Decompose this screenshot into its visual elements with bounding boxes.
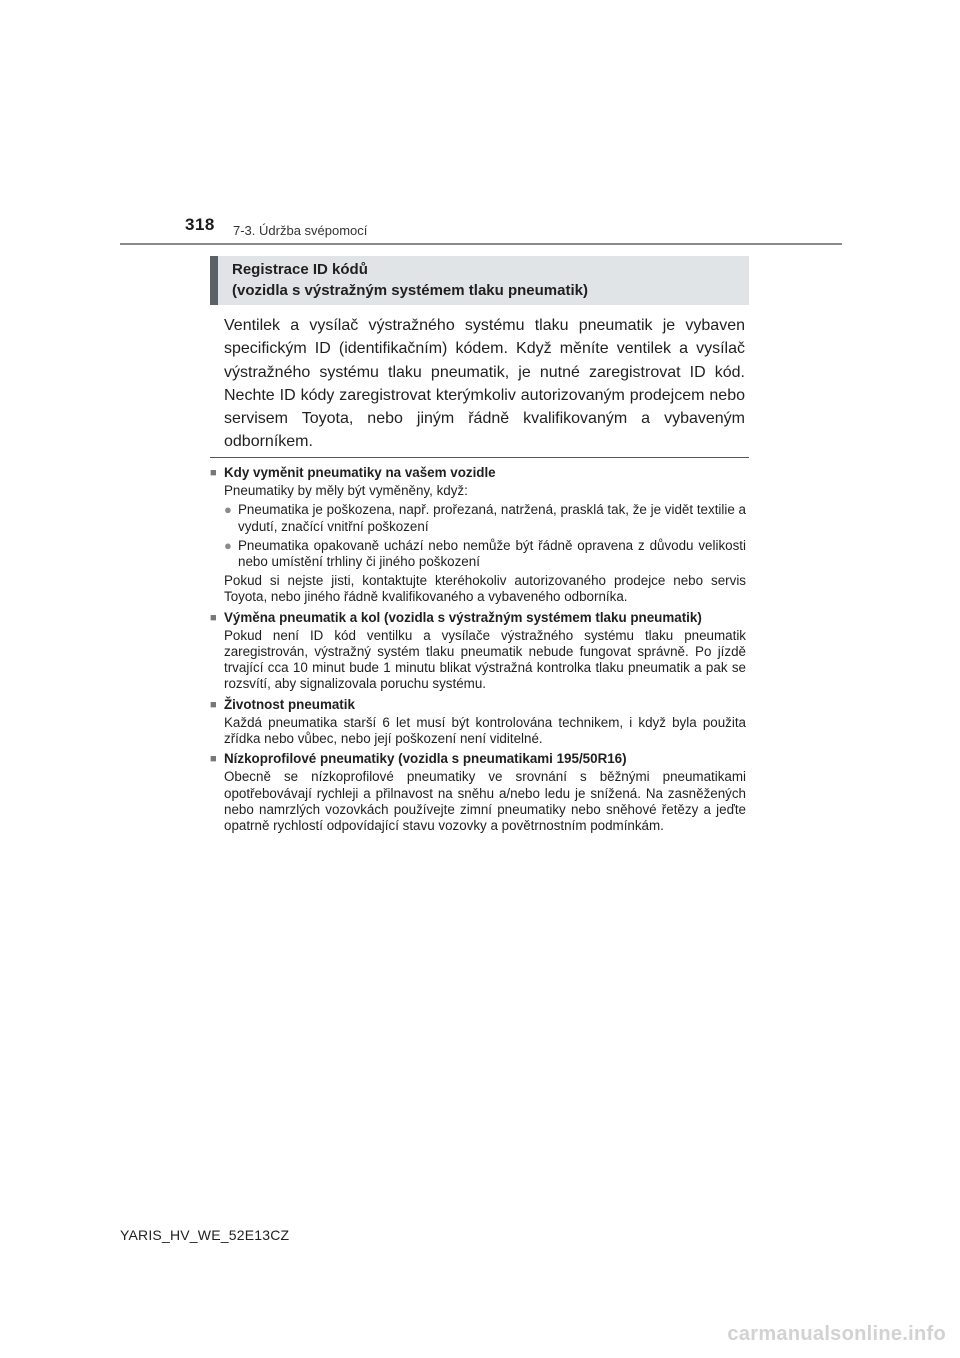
intro-paragraph: Ventilek a vysílač výstražného systému tlaku pneumatik je vybaven specifickým ID (identifikačním) kódem. Když měníte ventilek a vysílač výstražného systému tlaku pneumatik, je nutné zaregistrovat ID kód. Nechte ID kódy zaregistrovat kterýmkoliv autorizovaným prodejcem nebo servisem Toyota, nebo jiným řádně kvalifikovaným a vybaveným odborníkem.	[224, 317, 745, 451]
note-body: Pokud není ID kód ventilku a vysílače výstražného systému tlaku pneumatik zaregistrován, výstražný systém tlaku pneumatik nebude fungovat správně. Po jízdě trvající cca 10 minut bude 1 minutu blikat výstražná kontrolka tlaku pneumatik a pak se rozsvítí, aby signalizovala poruchu systému.	[224, 627, 746, 692]
watermark: carmanualsonline.info	[727, 1323, 946, 1345]
topic-heading-line-2: (vozidla s výstražným systémem tlaku pneumatik)	[232, 282, 588, 299]
notes-section	[210, 465, 746, 838]
document-code-footer: YARIS_HV_WE_52E13CZ	[120, 1227, 290, 1243]
section-divider	[210, 457, 749, 458]
square-bullet-icon: ■	[210, 753, 217, 766]
note-lead: Pneumatiky by měly být vyměněny, když:	[224, 483, 468, 499]
note-low-profile-tires	[210, 751, 746, 834]
note-tire-replacement	[210, 465, 746, 606]
note-title: ■ Kdy vyměnit pneumatiky na vašem vozidle	[210, 465, 496, 480]
note-body: Obecně se nízkoprofilové pneumatiky ve srovnání s běžnými pneumatikami opotřebovávají rychleji a přilnavost na sněhu a/nebo ledu je snížená. Na zasněžených nebo namrzlých vozovkách používejte zimní pneumatiky nebo sněhové řetězy a jeďte opatrně rychlostí odpovídající stavu vozovky a povětrnostním podmínkám.	[224, 769, 746, 834]
note-tire-wheel-exchange	[210, 610, 746, 693]
circle-bullet-icon: ●	[224, 502, 232, 518]
header-rule	[120, 243, 842, 245]
square-bullet-icon: ■	[210, 611, 217, 624]
square-bullet-icon: ■	[210, 467, 217, 479]
note-title: ■ Životnost pneumatik	[210, 696, 355, 712]
note-title: ■ Výměna pneumatik a kol (vozidla s výstražným systémem tlaku pneumatik)	[210, 609, 702, 625]
note-body: Každá pneumatika starší 6 let musí být kontrolována technikem, i když byla použita zřídka nebo vůbec, nebo její poškození není viditelné.	[224, 714, 746, 747]
topic-heading-line-1: Registrace ID kódů	[232, 261, 368, 278]
circle-bullet-icon: ●	[224, 537, 232, 553]
note-title: ■ Nízkoprofilové pneumatiky (vozidla s pneumatikami 195/50R16)	[210, 751, 627, 767]
note-tire-lifetime	[210, 697, 746, 748]
square-bullet-icon: ■	[210, 698, 217, 711]
list-item: ● Pneumatika opakovaně uchází nebo nemůže být řádně opravena z důvodu velikosti nebo umístění trhliny či jiného poškození	[224, 537, 746, 570]
note-tail: Pokud si nejste jisti, kontaktujte kteréhokoliv autorizovaného prodejce nebo servis Toyota, nebo jiného řádně kvalifikovaného a vybaveného odborníka.	[224, 573, 746, 605]
section-title: 7-3. Údržba svépomocí	[233, 223, 368, 238]
topic-heading-box	[210, 256, 749, 305]
list-item: ● Pneumatika je poškozena, např. prořezaná, natržená, prasklá tak, že je vidět textilie a vydutí, značící vnitřní poškození	[224, 502, 746, 534]
bullet-list	[210, 502, 746, 570]
page-number: 318	[185, 215, 215, 234]
